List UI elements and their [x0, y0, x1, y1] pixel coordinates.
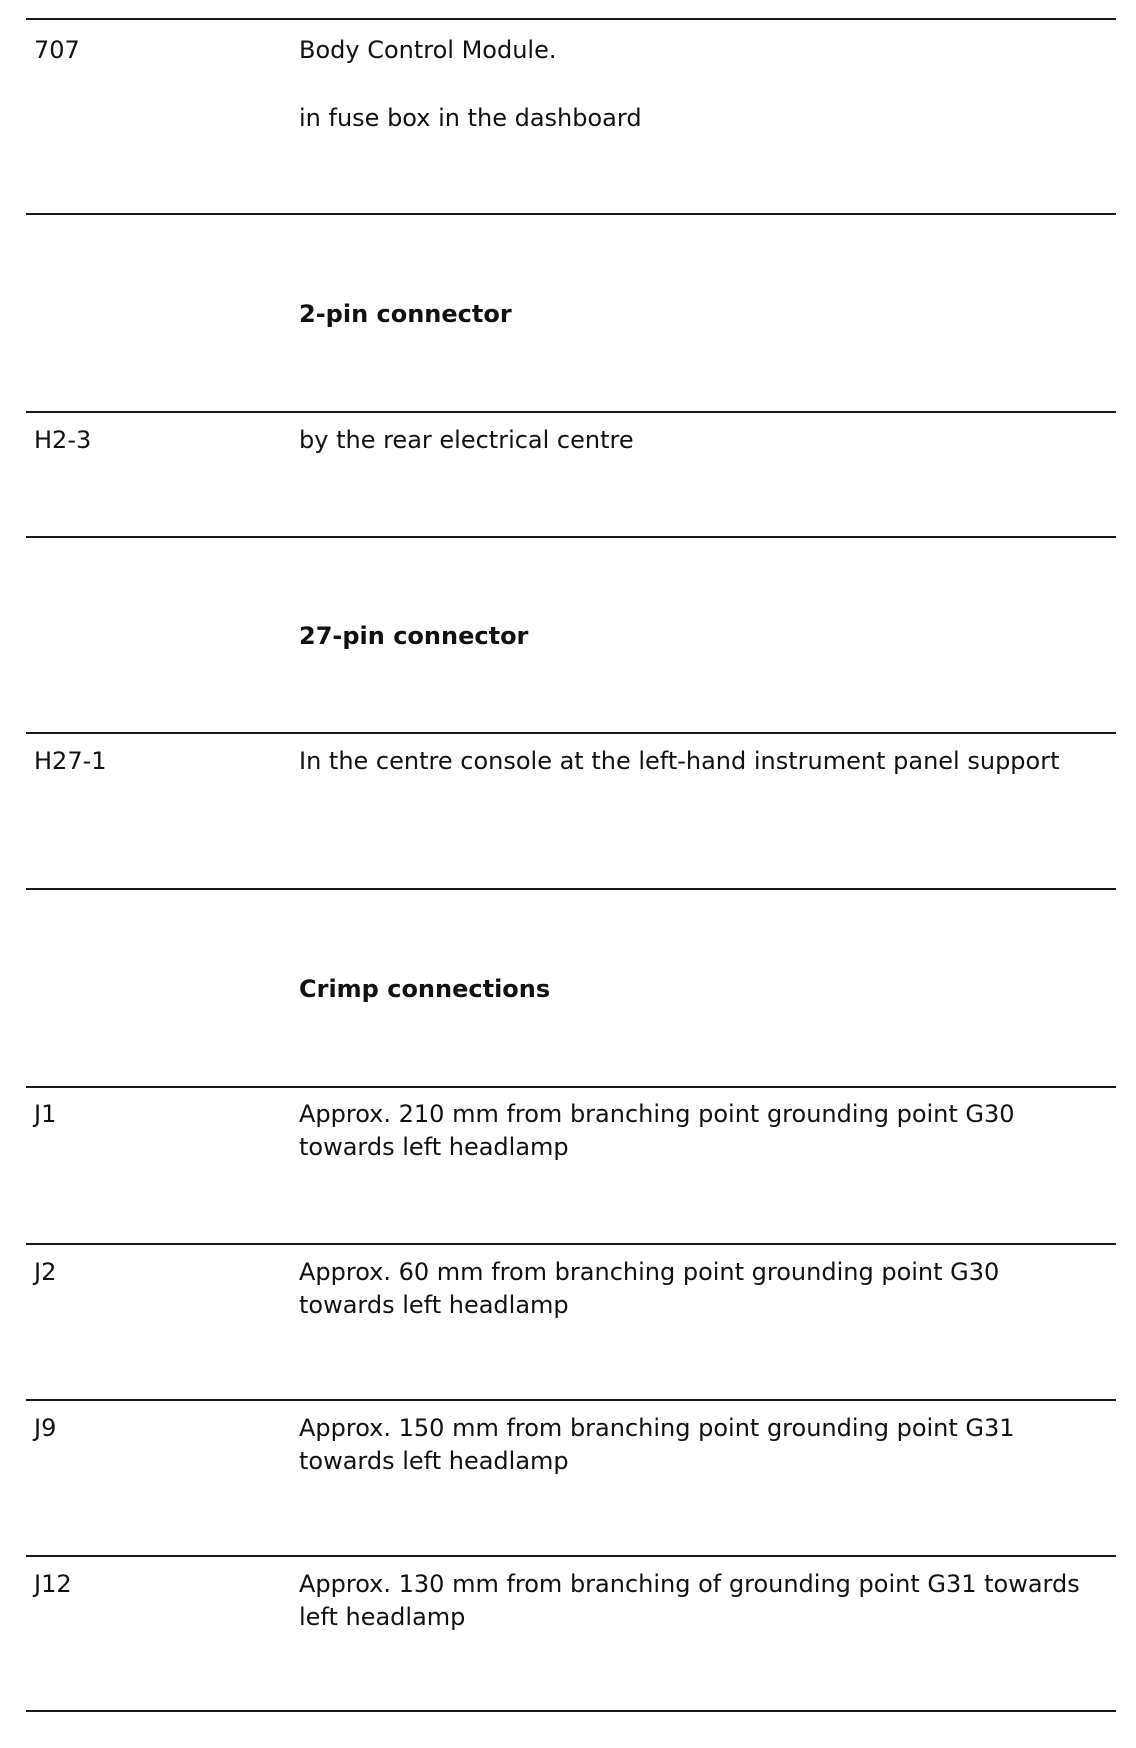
description-line: Approx. 60 mm from branching point grounding point G30 towards left headlamp — [299, 1258, 1000, 1319]
row-divider — [26, 536, 1116, 538]
description-line: Body Control Module. — [299, 36, 557, 64]
row-divider — [26, 411, 1116, 413]
component-code: J2 — [34, 1258, 57, 1286]
description-line: in fuse box in the dashboard — [299, 104, 642, 132]
component-code: H2-3 — [34, 426, 92, 454]
row-divider — [26, 732, 1116, 734]
component-description — [299, 1256, 1099, 1322]
row-divider — [26, 1399, 1116, 1401]
row-divider — [26, 1086, 1116, 1088]
component-description — [299, 34, 1099, 135]
row-divider — [26, 1243, 1116, 1245]
row-divider — [26, 1555, 1116, 1557]
component-code: J9 — [34, 1414, 57, 1442]
component-description — [299, 1098, 1099, 1164]
section-heading: Crimp connections — [299, 975, 551, 1003]
component-description — [299, 1568, 1099, 1634]
component-code: J1 — [34, 1100, 57, 1128]
component-code: J12 — [34, 1570, 72, 1598]
row-divider — [26, 1710, 1116, 1712]
row-divider — [26, 888, 1116, 890]
component-description — [299, 745, 1099, 778]
description-line: Approx. 150 mm from branching point grounding point G31 towards left headlamp — [299, 1414, 1015, 1475]
component-code: 707 — [34, 36, 80, 64]
description-line: by the rear electrical centre — [299, 426, 634, 454]
section-heading: 2-pin connector — [299, 300, 512, 328]
component-description — [299, 424, 1099, 457]
section-heading: 27-pin connector — [299, 622, 529, 650]
row-divider — [26, 18, 1116, 20]
component-description — [299, 1412, 1099, 1478]
description-line: Approx. 130 mm from branching of grounding point G31 towards left headlamp — [299, 1570, 1080, 1631]
description-line: Approx. 210 mm from branching point grounding point G30 towards left headlamp — [299, 1100, 1015, 1161]
row-divider — [26, 213, 1116, 215]
component-code: H27-1 — [34, 747, 107, 775]
description-line: In the centre console at the left-hand instrument panel support — [299, 747, 1060, 775]
